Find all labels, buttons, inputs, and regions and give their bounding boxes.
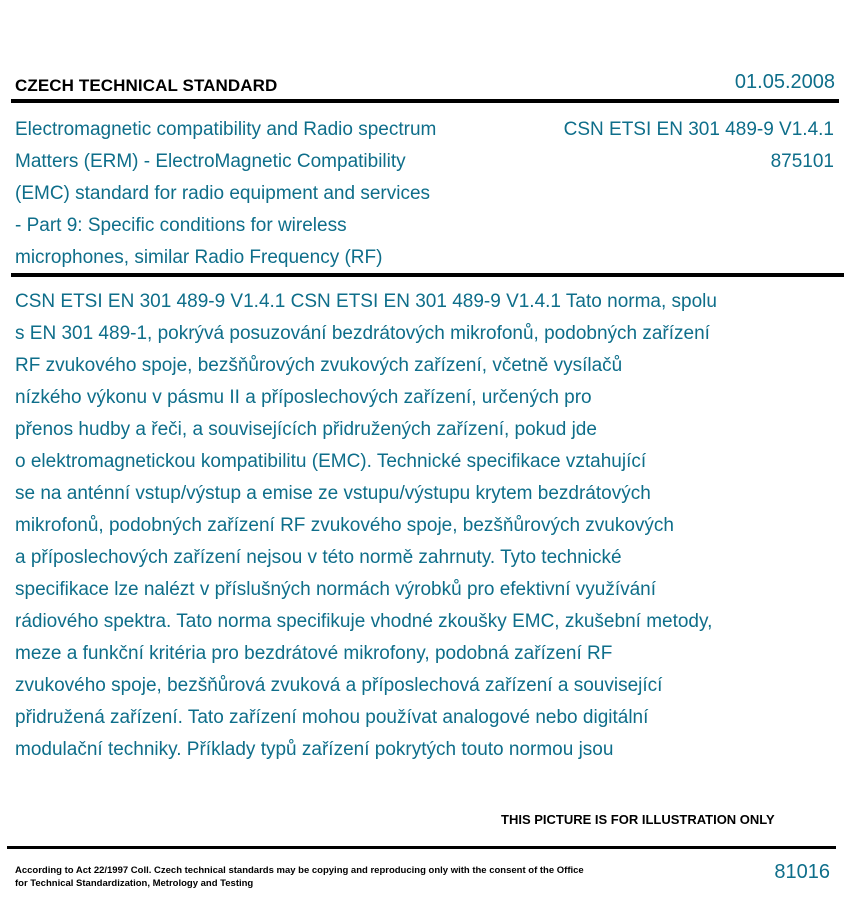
abstract-line: specifikace lze nalézt v příslušných normách výrobků pro efektivní využívání	[15, 579, 657, 600]
title-divider	[11, 273, 844, 277]
standard-title-line: Electromagnetic compatibility and Radio spectrum	[15, 119, 437, 140]
standard-identifier	[494, 114, 834, 178]
footer-number: 81016	[774, 861, 830, 883]
abstract-text	[15, 286, 845, 766]
abstract-line: a příposlechových zařízení nejsou v této normě zahrnuty. Tyto technické	[15, 547, 622, 568]
abstract-line: nízkého výkonu v pásmu II a příposlechových zařízení, určených pro	[15, 387, 592, 408]
abstract-line: mikrofonů, podobných zařízení RF zvukového spoje, bezšňůrových zvukových	[15, 515, 674, 536]
document-type-title: CZECH TECHNICAL STANDARD	[15, 76, 278, 95]
abstract-line: rádiového spektra. Tato norma specifikuje vhodné zkoušky EMC, zkušební metody,	[15, 611, 713, 632]
footer-divider	[7, 846, 836, 849]
catalog-number: 875101	[770, 151, 834, 172]
abstract-line: RF zvukového spoje, bezšňůrových zvukových zařízení, včetně vysílačů	[15, 355, 623, 376]
abstract-line: meze a funkční kritéria pro bezdrátové mikrofony, podobná zařízení RF	[15, 643, 613, 664]
abstract-line: o elektromagnetickou kompatibilitu (EMC). Technické specifikace vztahující	[15, 451, 647, 472]
header-divider	[11, 99, 839, 103]
copyright-note-line: According to Act 22/1997 Coll. Czech technical standards may be copying and reproducing only with the consent of the Office	[15, 865, 584, 876]
standard-title-line: (EMC) standard for radio equipment and services	[15, 183, 431, 204]
standard-code: CSN ETSI EN 301 489-9 V1.4.1	[563, 119, 834, 140]
abstract-line: s EN 301 489-1, pokrývá posuzování bezdrátových mikrofonů, podobných zařízení	[15, 323, 710, 344]
standard-title-line: microphones, similar Radio Frequency (RF)	[15, 247, 383, 268]
copyright-note-line: for Technical Standardization, Metrology and Testing	[15, 878, 254, 889]
publication-date: 01.05.2008	[734, 71, 835, 93]
copyright-note	[15, 864, 595, 890]
abstract-line: přidružená zařízení. Tato zařízení mohou používat analogové nebo digitální	[15, 707, 649, 728]
abstract-line: přenos hudby a řeči, a souvisejících přidružených zařízení, pokud jde	[15, 419, 597, 440]
abstract-line: modulační techniky. Příklady typů zařízení pokrytých touto normou jsou	[15, 739, 614, 760]
abstract-line: se na anténní vstup/výstup a emise ze vstupu/výstupu krytem bezdrátových	[15, 483, 651, 504]
abstract-line: CSN ETSI EN 301 489-9 V1.4.1 CSN ETSI EN 301 489-9 V1.4.1 Tato norma, spolu	[15, 291, 717, 312]
abstract-line: zvukového spoje, bezšňůrová zvuková a příposlechová zařízení a související	[15, 675, 663, 696]
standard-title	[15, 114, 505, 274]
illustration-notice: THIS PICTURE IS FOR ILLUSTRATION ONLY	[501, 812, 775, 827]
standard-title-line: Matters (ERM) - ElectroMagnetic Compatibility	[15, 151, 406, 172]
standard-title-line: - Part 9: Specific conditions for wireless	[15, 215, 347, 236]
